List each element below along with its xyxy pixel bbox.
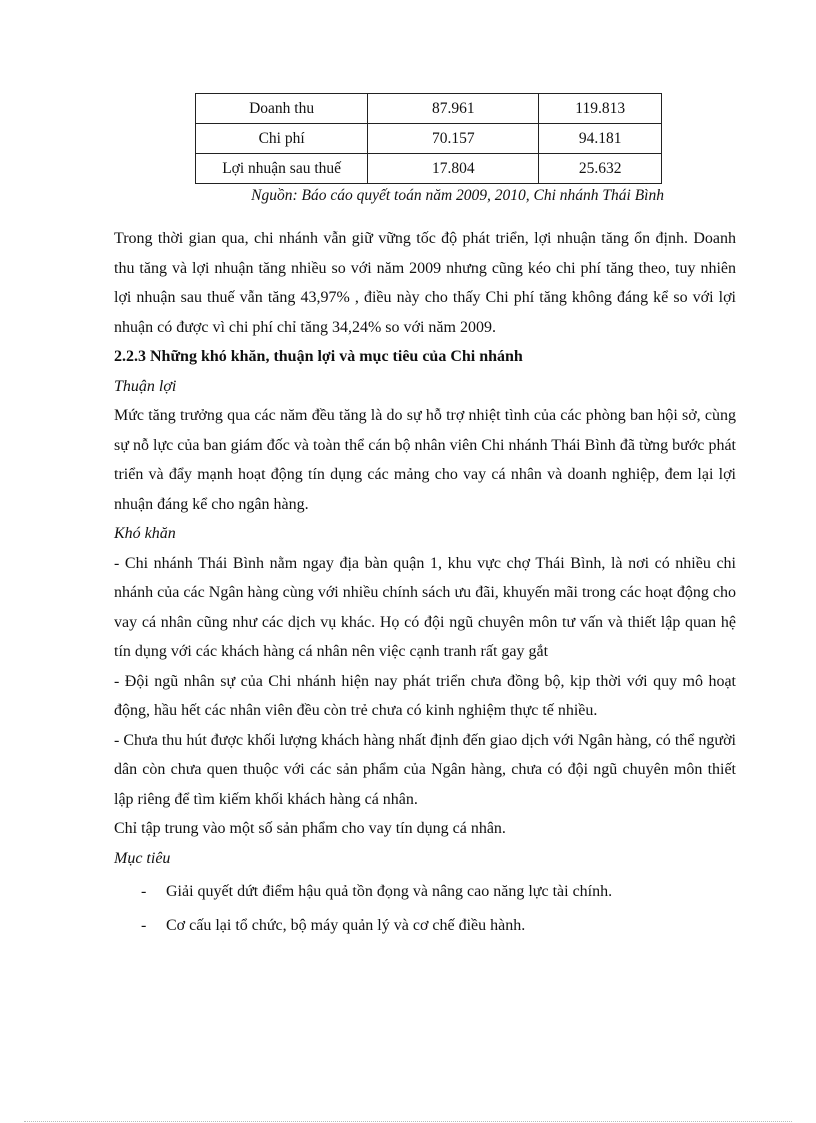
table-cell: Doanh thu xyxy=(196,94,368,124)
page-bottom-divider xyxy=(24,1121,792,1122)
list-dash: - xyxy=(141,883,147,900)
table-row xyxy=(196,154,662,184)
list-dash: - xyxy=(141,916,147,934)
section-heading: 2.2.3 Những khó khăn, thuận lợi và mục tiêu của Chi nhánh xyxy=(114,348,523,365)
table-cell: 87.961 xyxy=(368,94,539,124)
difficulty-item: - Chưa thu hút được khối lượng khách hàng nhất định đến giao dịch với Ngân hàng, có thể người dân còn chưa quen thuộc với các sản phẩm của Ngân hàng, chưa có đội ngũ chuyên môn thiết lập riêng để tìm kiếm khối khách hàng cá nhân. xyxy=(114,731,736,808)
goals-heading: Mục tiêu xyxy=(114,849,171,867)
difficulty-item: Chỉ tập trung vào một số sản phẩm cho vay tín dụng cá nhân. xyxy=(114,820,506,837)
advantages-paragraph: Mức tăng trưởng qua các năm đều tăng là do sự hỗ trợ nhiệt tình của các phòng ban hội sở, cùng sự nỗ lực của ban giám đốc và toàn thể cán bộ nhân viên Chi nhánh Thái Bình đã từng bước phát triển và đẩy mạnh hoạt động tín dụng các mảng cho vay cá nhân và doanh nghiệp, đem lại lợi nhuận đáng kể cho ngân hàng. xyxy=(114,407,736,513)
table-row xyxy=(196,124,662,154)
table-cell: 70.157 xyxy=(368,124,539,154)
table-cell: 119.813 xyxy=(539,94,662,124)
goal-item-text: Giải quyết dứt điểm hậu quả tồn đọng và nâng cao năng lực tài chính. xyxy=(166,883,613,900)
difficulty-item: - Chi nhánh Thái Bình nằm ngay địa bàn quận 1, khu vực chợ Thái Bình, là nơi có nhiều chi nhánh của các Ngân hàng cùng với nhiều chính sách ưu đãi, khuyến mãi trong các hoạt động cho vay cá nhân cũng như các dịch vụ khác. Họ có đội ngũ chuyên môn tư vấn và thiết lập quan hệ tín dụng với các khách hàng cá nhân nên việc cạnh tranh rất gay gắt xyxy=(114,554,736,660)
table-row xyxy=(196,94,662,124)
advantages-heading: Thuận lợi xyxy=(114,377,177,395)
body-text xyxy=(114,224,736,940)
goal-item xyxy=(114,911,736,941)
goal-item xyxy=(114,877,736,907)
table-cell: 94.181 xyxy=(539,124,662,154)
table-cell: Chi phí xyxy=(196,124,368,154)
difficulties-heading: Khó khăn xyxy=(114,525,176,542)
difficulty-item: - Đội ngũ nhân sự của Chi nhánh hiện nay phát triển chưa đồng bộ, kịp thời với quy mô hoạt động, hầu hết các nhân viên đều còn trẻ chưa có kinh nghiệm thực tế nhiều. xyxy=(114,672,736,719)
goal-item-text: Cơ cấu lại tổ chức, bộ máy quản lý và cơ chế điều hành. xyxy=(166,916,526,934)
table-cell: 17.804 xyxy=(368,154,539,184)
table-source-note: Nguồn: Báo cáo quyết toán năm 2009, 2010, Chi nhánh Thái Bình xyxy=(251,187,664,204)
financial-table xyxy=(195,93,662,184)
intro-paragraph: Trong thời gian qua, chi nhánh vẫn giữ vững tốc độ phát triển, lợi nhuận tăng ổn định. Doanh thu tăng và lợi nhuận tăng nhiều so với năm 2009 nhưng cũng kéo chi phí tăng theo, tuy nhiên lợi nhuận sau thuế vẫn tăng 43,97% , điều này cho thấy Chi phí tăng không đáng kể so với lợi nhuận có được vì chi phí chỉ tăng 34,24% so với năm 2009. xyxy=(114,230,736,336)
table-cell: Lợi nhuận sau thuế xyxy=(196,154,368,184)
table-cell: 25.632 xyxy=(539,154,662,184)
